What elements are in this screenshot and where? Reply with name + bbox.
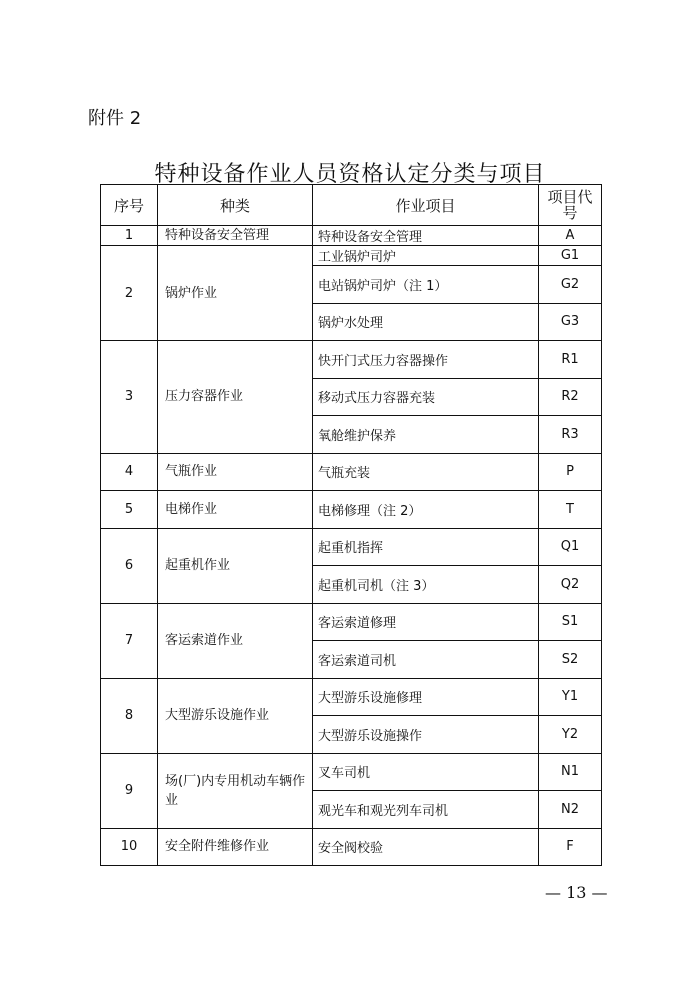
row-code: G1 <box>539 246 602 266</box>
row-item: 客运索道修理 <box>313 603 539 641</box>
row-item: 叉车司机 <box>313 753 539 791</box>
row-category: 压力容器作业 <box>158 341 313 454</box>
row-item: 观光车和观光列车司机 <box>313 791 539 829</box>
row-seq: 10 <box>101 828 158 866</box>
row-item: 快开门式压力容器操作 <box>313 341 539 379</box>
header-seq: 序号 <box>101 185 158 226</box>
header-item: 作业项目 <box>313 185 539 226</box>
row-code: G3 <box>539 303 602 341</box>
row-item: 特种设备安全管理 <box>313 226 539 246</box>
row-item: 工业锅炉司炉 <box>313 246 539 266</box>
row-item: 大型游乐设施修理 <box>313 678 539 716</box>
row-code: P <box>539 453 602 491</box>
table-row <box>101 753 602 791</box>
row-seq: 9 <box>101 753 158 828</box>
table-row <box>101 453 602 491</box>
table-body <box>101 226 602 866</box>
table-row <box>101 528 602 566</box>
row-code: Q1 <box>539 528 602 566</box>
table-row <box>101 603 602 641</box>
row-seq: 5 <box>101 491 158 529</box>
row-category: 起重机作业 <box>158 528 313 603</box>
row-item: 安全阀校验 <box>313 828 539 866</box>
row-item: 大型游乐设施操作 <box>313 716 539 754</box>
row-code: S2 <box>539 641 602 679</box>
row-code: N2 <box>539 791 602 829</box>
row-code: R2 <box>539 378 602 416</box>
row-code: S1 <box>539 603 602 641</box>
table-row <box>101 828 602 866</box>
row-item: 气瓶充装 <box>313 453 539 491</box>
row-code: T <box>539 491 602 529</box>
row-item: 起重机司机（注 3） <box>313 566 539 604</box>
row-item: 锅炉水处理 <box>313 303 539 341</box>
row-item: 氧舱维护保养 <box>313 416 539 454</box>
row-code: R1 <box>539 341 602 379</box>
row-item: 电站锅炉司炉（注 1） <box>313 266 539 304</box>
table-row <box>101 226 602 246</box>
table-header-row <box>101 185 602 226</box>
row-category: 特种设备安全管理 <box>158 226 313 246</box>
table-row <box>101 491 602 529</box>
row-code: Y1 <box>539 678 602 716</box>
row-category: 客运索道作业 <box>158 603 313 678</box>
row-category: 锅炉作业 <box>158 246 313 341</box>
row-category: 电梯作业 <box>158 491 313 529</box>
row-seq: 3 <box>101 341 158 454</box>
row-seq: 1 <box>101 226 158 246</box>
attachment-label: 附件 2 <box>88 108 142 129</box>
row-seq: 7 <box>101 603 158 678</box>
row-code: N1 <box>539 753 602 791</box>
row-code: Y2 <box>539 716 602 754</box>
row-category: 安全附件维修作业 <box>158 828 313 866</box>
row-code: A <box>539 226 602 246</box>
table-row <box>101 678 602 716</box>
row-code: Q2 <box>539 566 602 604</box>
row-item: 客运索道司机 <box>313 641 539 679</box>
header-category: 种类 <box>158 185 313 226</box>
row-item: 起重机指挥 <box>313 528 539 566</box>
row-code: R3 <box>539 416 602 454</box>
table-row <box>101 246 602 266</box>
page-number: — 13 — <box>545 883 608 902</box>
row-code: G2 <box>539 266 602 304</box>
row-seq: 6 <box>101 528 158 603</box>
row-code: F <box>539 828 602 866</box>
table-row <box>101 341 602 379</box>
row-item: 电梯修理（注 2） <box>313 491 539 529</box>
header-code: 项目代号 <box>539 185 602 226</box>
qualification-table <box>100 184 602 866</box>
page-title: 特种设备作业人员资格认定分类与项目 <box>154 162 546 187</box>
row-category: 气瓶作业 <box>158 453 313 491</box>
row-seq: 4 <box>101 453 158 491</box>
row-category: 大型游乐设施作业 <box>158 678 313 753</box>
row-category: 场(厂)内专用机动车辆作业 <box>158 753 313 828</box>
row-seq: 2 <box>101 246 158 341</box>
row-seq: 8 <box>101 678 158 753</box>
row-item: 移动式压力容器充装 <box>313 378 539 416</box>
